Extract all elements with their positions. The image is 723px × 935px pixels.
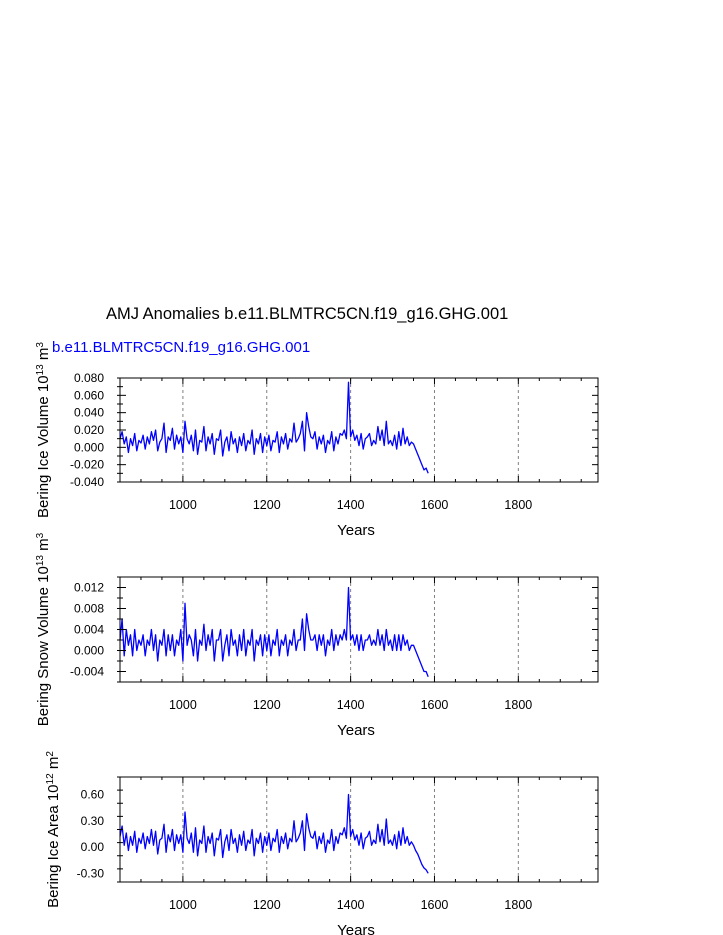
- y-axis-label-exponent: 13: [34, 364, 46, 376]
- x-tick-label: 1800: [504, 498, 533, 512]
- y-axis-label-exponent: 2: [44, 751, 56, 757]
- y-axis-label-exponent: 13: [34, 555, 46, 567]
- x-axis-label: Years: [337, 922, 375, 935]
- plot-frame: [120, 777, 598, 882]
- y-tick-label: 0.000: [73, 440, 104, 455]
- y-tick-label: -0.020: [69, 457, 104, 472]
- y-tick-label: 0.000: [73, 643, 104, 658]
- y-tick-label: 0.020: [73, 423, 104, 437]
- x-tick-label: 1200: [252, 498, 281, 512]
- y-tick-label: -0.004: [69, 664, 104, 679]
- plot-frame: [120, 577, 598, 682]
- y-axis-label: [35, 532, 53, 726]
- y-tick-label: 0.012: [73, 580, 104, 595]
- y-tick-label: 0.060: [73, 388, 104, 403]
- x-tick-label: 1800: [504, 698, 533, 712]
- x-tick-label: 1400: [336, 498, 365, 512]
- series-line: [120, 382, 428, 473]
- x-tick-label: 1200: [252, 698, 281, 712]
- plot-frame: [120, 378, 598, 482]
- x-tick-label: 1800: [504, 898, 533, 912]
- x-axis-label: Years: [337, 522, 375, 539]
- series-line: [120, 588, 428, 677]
- y-axis-label-text: Bering Ice Volume 10: [35, 375, 52, 518]
- y-axis-label-text: m: [35, 347, 52, 365]
- x-tick-label: 1400: [336, 898, 365, 912]
- x-tick-label: 1600: [420, 898, 449, 912]
- chart-panel-1: [35, 342, 599, 539]
- y-axis-label: [45, 751, 63, 908]
- y-axis-label-exponent: 12: [44, 773, 56, 785]
- y-axis-label-exponent: 3: [34, 532, 46, 539]
- y-tick-label: 0.004: [73, 622, 104, 637]
- x-tick-label: 1600: [420, 698, 449, 712]
- x-axis-label: Years: [337, 722, 375, 739]
- x-tick-label: 1400: [336, 698, 365, 712]
- y-axis-label-text: Bering Ice Area 10: [45, 784, 62, 908]
- y-tick-label: -0.30: [76, 866, 104, 881]
- main-title: AMJ Anomalies b.e11.BLMTRC5CN.f19_g16.GHG.001: [106, 305, 509, 323]
- x-tick-label: 1000: [168, 698, 197, 712]
- y-axis-label-text: Bering Snow Volume 10: [35, 566, 52, 727]
- y-tick-label: 0.30: [80, 813, 104, 828]
- y-tick-label: 0.008: [73, 601, 104, 616]
- y-tick-label: 0.00: [80, 840, 104, 854]
- chart-panel-3: [45, 751, 599, 935]
- case-label: b.e11.BLMTRC5CN.f19_g16.GHG.001: [52, 339, 311, 356]
- x-tick-label: 1600: [420, 498, 449, 512]
- y-axis-label-text: m: [35, 538, 52, 555]
- y-tick-label: -0.040: [69, 475, 104, 489]
- y-tick-label: 0.040: [73, 405, 104, 420]
- x-tick-label: 1000: [168, 898, 197, 912]
- x-tick-label: 1000: [168, 498, 197, 512]
- series-line: [120, 795, 428, 874]
- x-tick-label: 1200: [252, 898, 281, 912]
- y-axis-label: [35, 342, 53, 518]
- y-axis-label-text: m: [45, 756, 62, 774]
- y-axis-label-exponent: 3: [34, 342, 46, 348]
- y-tick-label: 0.60: [80, 787, 104, 802]
- y-tick-label: 0.080: [73, 371, 104, 385]
- chart-panel-2: [35, 532, 599, 739]
